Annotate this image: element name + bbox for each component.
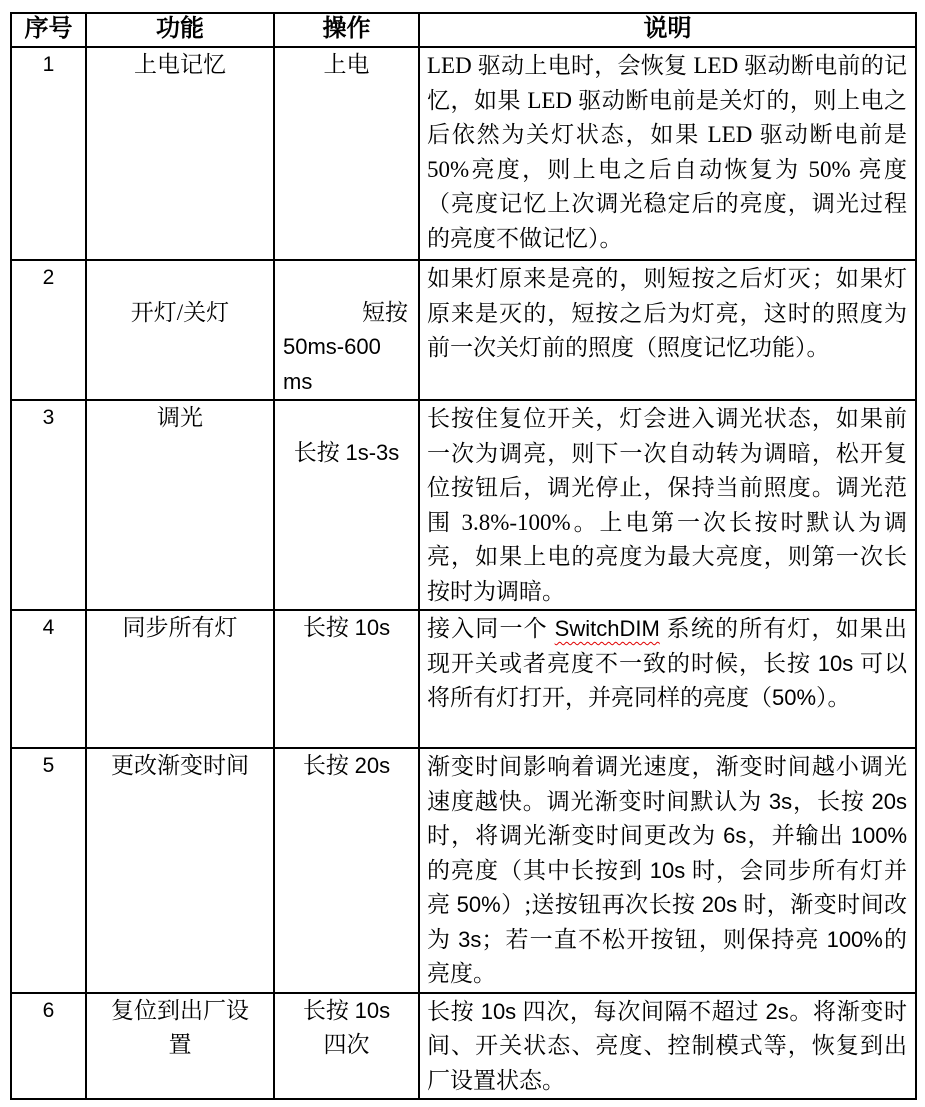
spellcheck-flagged-text: SwitchDIM — [554, 616, 660, 641]
text-segment: ；若一直不松开按钮，则保持亮 — [481, 926, 827, 952]
operation-line — [275, 1028, 418, 1063]
text-segment: 系统的所有灯，如果出现开关或者亮度不一致的时候，长按 — [427, 616, 907, 676]
row-number-cell: 2 — [11, 260, 86, 400]
text-segment: 1s-3s — [345, 439, 400, 465]
function-line: 上电记忆 — [134, 52, 226, 77]
function-cell — [86, 260, 274, 400]
table-header-row — [11, 13, 916, 47]
text-segment: 接入同一个 — [427, 616, 555, 641]
text-segment: 100% — [826, 926, 883, 952]
text-segment: 时，会同步所有灯并亮 — [427, 857, 908, 917]
column-header-number: 序号 — [11, 13, 86, 47]
text-segment: 的亮度。 — [427, 926, 908, 986]
operation-line — [275, 994, 418, 1029]
column-header-operation: 操作 — [274, 13, 419, 47]
description-cell — [419, 47, 916, 260]
text-segment: 50% — [772, 685, 817, 710]
operation-line — [275, 365, 418, 400]
text-segment: 3s — [458, 926, 482, 952]
function-line: 同步所有灯 — [122, 615, 238, 640]
function-cell — [86, 748, 274, 993]
description-cell — [419, 400, 916, 610]
operation-line — [275, 401, 418, 436]
text-segment: 20s — [701, 892, 738, 917]
text-segment: 10s — [480, 998, 517, 1024]
functions-table — [10, 12, 917, 1100]
operation-line — [275, 749, 418, 784]
function-cell — [86, 993, 274, 1100]
column-header-function: 功能 — [86, 13, 274, 47]
text-segment: 长按 — [293, 439, 346, 465]
text-segment: 四次，每次间隔不超过 — [516, 998, 766, 1024]
function-line: 置 — [168, 1032, 192, 1057]
text-segment: ）。 — [816, 685, 851, 710]
row-number-cell: 1 — [11, 47, 86, 260]
row-number-cell: 4 — [11, 610, 86, 748]
text-segment: 100% — [850, 823, 908, 848]
operation-line — [275, 48, 418, 83]
text-segment: 3s — [768, 788, 793, 814]
description-cell — [419, 748, 916, 993]
operation-cell — [274, 47, 419, 260]
text-segment: ）;送按钮再次长按 — [500, 892, 702, 917]
function-cell — [86, 610, 274, 748]
text-segment: 长按住复位开关，灯会进入调光状态，如果前一次为调亮，则下一次自动转为调暗，松开复位按钮后，调光停止，保持当前照度。调光范围 3.8%-100%。上电第一次长按时默认为调亮，如果上电的亮度为最大亮度，则第一次长按时为调暗。 — [427, 406, 907, 604]
text-segment: 20s — [871, 788, 908, 814]
column-header-description: 说明 — [419, 13, 916, 47]
text-segment: 可以将所有灯打开，并亮同样的亮度（ — [427, 650, 908, 710]
text-segment: 10s — [817, 650, 854, 676]
text-segment: 如果灯原来是亮的，则短按之后灯灭；如果灯原来是灭的，短按之后为灯亮，这时的照度为前一次关灯前的照度（照度记忆功能）。 — [427, 266, 907, 360]
function-line: 调光 — [157, 405, 203, 430]
operation-cell — [274, 260, 419, 400]
table-row — [11, 610, 916, 748]
function-line: 复位到出厂设 — [111, 997, 249, 1023]
text-segment: 长按 — [427, 998, 481, 1024]
text-segment: ，并输出 — [746, 823, 851, 848]
table-row — [11, 748, 916, 993]
description-cell — [419, 993, 916, 1100]
text-segment: LED 驱动上电时，会恢复 LED 驱动断电前的记忆，如果 LED 驱动断电前是关灯的，则上电之后依然为关灯状态，如果 LED 驱动断电前是 50%亮度，则上电之后自动恢复为 50% 亮度（亮度记忆上次调光稳定后的亮度，调光过程的亮度不做记忆）。 — [427, 53, 907, 251]
text-segment: 时，渐变时间改为 — [427, 892, 908, 952]
operation-cell — [274, 748, 419, 993]
text-segment: 6s — [723, 823, 747, 848]
text-segment: 50% — [456, 892, 501, 917]
text-segment: ms — [283, 368, 313, 394]
row-number-cell: 3 — [11, 400, 86, 610]
text-segment: 长按 — [302, 997, 355, 1023]
text-segment: 的亮度（其中长按到 — [427, 857, 650, 883]
text-segment: 10s — [354, 997, 391, 1023]
table-row — [11, 993, 916, 1100]
text-segment: 长按 — [302, 615, 355, 640]
operation-line — [275, 261, 418, 296]
text-segment: 渐变时间影响着调光速度，渐变时间越小调光速度越快。调光渐变时间默认为 — [427, 754, 907, 814]
table-row — [11, 400, 916, 610]
text-segment: 上电 — [323, 52, 370, 77]
function-cell — [86, 400, 274, 610]
text-segment: 50ms-600 — [283, 334, 381, 359]
function-cell — [86, 47, 274, 260]
operation-line — [275, 436, 418, 471]
text-segment: 。将渐变时间、开关状态、亮度、控制模式等，恢复到出厂设置状态。 — [427, 998, 908, 1093]
function-line: 开灯/关灯 — [130, 299, 230, 325]
operation-line — [275, 611, 418, 646]
operation-line — [275, 296, 418, 331]
description-cell — [419, 260, 916, 400]
description-cell — [419, 610, 916, 748]
operation-cell — [274, 993, 419, 1100]
operation-line — [275, 330, 418, 365]
text-segment: 时，将调光渐变时间更改为 — [427, 823, 724, 848]
text-segment: 2s — [765, 998, 789, 1024]
text-segment: 长按 — [302, 753, 355, 778]
text-segment: ，长按 — [792, 788, 872, 814]
function-line — [87, 261, 273, 296]
table-row — [11, 47, 916, 260]
text-segment: 10s — [649, 857, 686, 883]
table-row — [11, 260, 916, 400]
text-segment: 20s — [354, 753, 391, 778]
row-number-cell: 6 — [11, 993, 86, 1100]
text-segment: 四次 — [323, 1032, 370, 1057]
table-body — [11, 47, 916, 1099]
text-segment: 10s — [354, 615, 391, 640]
row-number-cell: 5 — [11, 748, 86, 993]
operation-cell — [274, 400, 419, 610]
text-segment: 短按 — [362, 299, 408, 325]
operation-cell — [274, 610, 419, 748]
function-line: 更改渐变时间 — [111, 753, 249, 778]
